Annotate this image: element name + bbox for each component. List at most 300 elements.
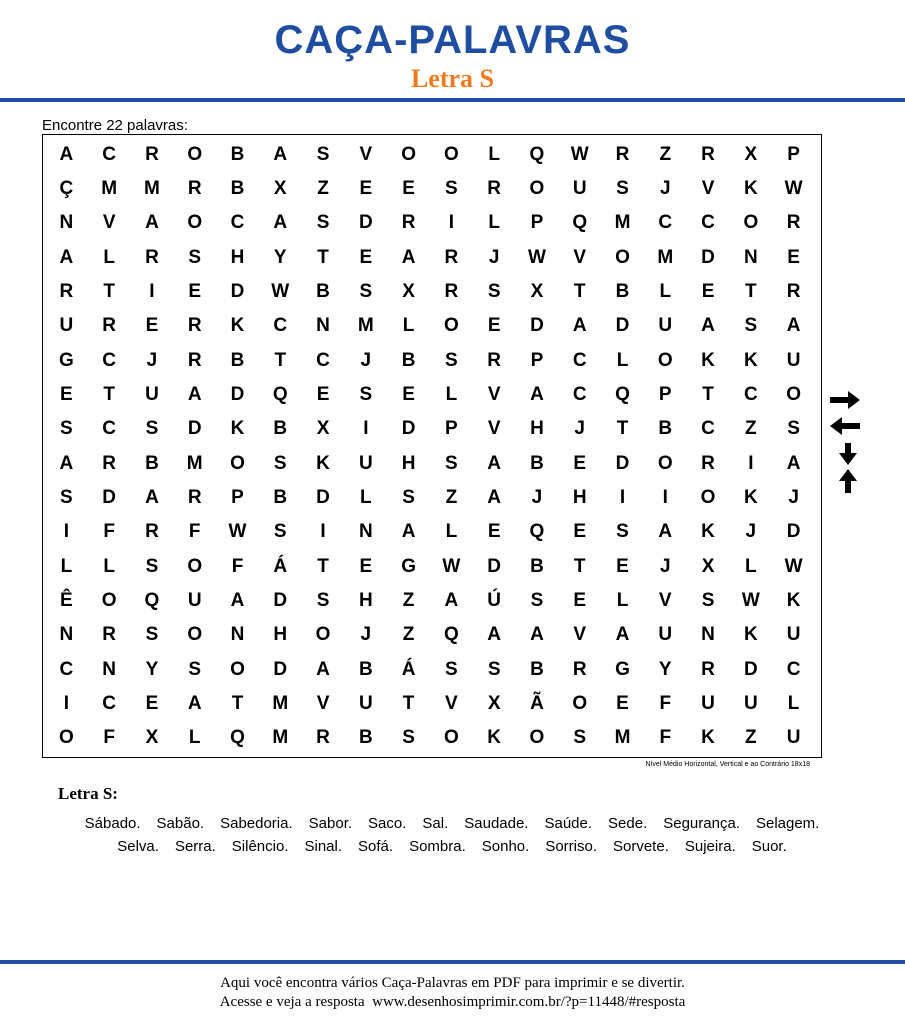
grid-cell: V	[658, 589, 672, 611]
grid-cell: J	[146, 349, 158, 371]
word-item: Saco.	[368, 815, 407, 832]
grid-cell: F	[188, 521, 201, 543]
grid-cell: R	[102, 452, 117, 474]
grid-cell: W	[784, 555, 803, 577]
grid-cell: S	[445, 349, 458, 371]
grid-cell: S	[316, 212, 330, 234]
grid-cell: O	[615, 246, 630, 268]
grid-cell: C	[572, 383, 587, 405]
grid-cell: A	[530, 383, 544, 405]
grid-cell: A	[401, 521, 416, 543]
grid-cell: E	[402, 177, 415, 199]
grid-cell: S	[616, 177, 629, 199]
grid-cell: C	[786, 658, 801, 680]
grid-cell: H	[572, 486, 587, 508]
grid-cell: X	[145, 727, 159, 749]
grid-cell: L	[488, 143, 500, 165]
grid-cell: E	[145, 315, 159, 337]
grid-cell: D	[487, 555, 502, 577]
grid-cell: A	[59, 452, 74, 474]
grid-cell: N	[358, 521, 373, 543]
grid-cell: O	[786, 383, 801, 405]
grid-cell: C	[316, 349, 330, 371]
grid-cell: N	[701, 624, 715, 646]
arrow-right-icon	[828, 390, 862, 410]
grid-cell: L	[787, 692, 800, 714]
grid-cell: L	[103, 555, 115, 577]
grid-cell: L	[659, 280, 672, 302]
grid-cell: U	[786, 727, 801, 749]
word-item: Sabor.	[308, 815, 353, 832]
grid-cell: O	[187, 555, 203, 577]
grid-cell: L	[360, 486, 372, 508]
grid-cell: C	[102, 692, 117, 714]
grid-cell: S	[445, 658, 458, 680]
grid-cell: M	[614, 727, 631, 749]
grid-cell: N	[59, 212, 74, 234]
grid-cell: A	[59, 143, 74, 165]
grid-cell: S	[60, 486, 73, 508]
grid-cell: L	[402, 315, 415, 337]
grid-cell: J	[360, 349, 372, 371]
grid-cell: W	[271, 280, 290, 302]
grid-cell: O	[657, 349, 673, 371]
grid-cell: B	[273, 486, 288, 508]
grid-cell: D	[187, 418, 202, 440]
grid-cell: Q	[272, 383, 288, 405]
word-item: Suor.	[751, 838, 787, 855]
grid-cell: E	[359, 246, 373, 268]
grid-cell: D	[230, 280, 245, 302]
grid-cell: T	[745, 280, 757, 302]
grid-cell: Ã	[530, 692, 544, 714]
grid-cell: B	[230, 349, 245, 371]
grid-cell: O	[657, 452, 673, 474]
bottom-divider	[0, 960, 905, 964]
grid-cell: M	[101, 177, 118, 199]
grid-cell: A	[401, 246, 416, 268]
grid-cell: O	[700, 486, 716, 508]
grid-cell: E	[145, 692, 159, 714]
grid-cell: T	[231, 692, 244, 714]
grid-cell: D	[743, 658, 758, 680]
grid-cell: F	[103, 727, 115, 749]
grid-cell: O	[187, 624, 203, 646]
grid-cell: Ê	[60, 589, 73, 611]
grid-cell: S	[744, 315, 758, 337]
grid-cell: T	[616, 418, 629, 440]
grid-cell: R	[59, 280, 74, 302]
grid-cell: A	[615, 624, 630, 646]
grid-cell: E	[487, 315, 501, 337]
grid-cell: N	[743, 246, 758, 268]
grid-cell: E	[787, 246, 800, 268]
grid-cell: K	[743, 177, 758, 199]
grid-cell: I	[448, 212, 455, 234]
word-item: Sujeira.	[684, 838, 736, 855]
grid-cell: A	[530, 624, 544, 646]
grid-cell: R	[145, 246, 159, 268]
grid-cell: Z	[317, 177, 329, 199]
grid-cell: Q	[443, 624, 459, 646]
grid-cell: H	[358, 589, 373, 611]
grid-cell: P	[231, 486, 244, 508]
grid-cell: D	[401, 418, 416, 440]
grid-cell: R	[701, 658, 715, 680]
grid-cell: O	[187, 143, 203, 165]
grid-cell: R	[786, 280, 801, 302]
grid-cell: O	[443, 143, 459, 165]
grid-cell: A	[701, 315, 715, 337]
grid-cell: S	[616, 521, 629, 543]
grid-cell: C	[572, 349, 587, 371]
word-item: Serra.	[174, 838, 216, 855]
grid-cell: J	[488, 246, 500, 268]
grid-cell: C	[102, 418, 117, 440]
grid-cell: D	[358, 212, 373, 234]
grid-cell: S	[445, 177, 458, 199]
grid-cell: A	[487, 486, 502, 508]
grid-cell: L	[445, 383, 458, 405]
grid-cell: F	[659, 692, 672, 714]
grid-cell: W	[442, 555, 461, 577]
grid-cell: E	[359, 177, 373, 199]
grid-cell: U	[743, 692, 758, 714]
grid-cell: A	[59, 246, 74, 268]
grid-cell: N	[59, 624, 74, 646]
grid-cell: D	[615, 315, 630, 337]
grid-cell: Z	[659, 143, 672, 165]
grid-cell: T	[702, 383, 714, 405]
grid-cell: C	[273, 315, 288, 337]
grid-cell: P	[787, 143, 800, 165]
grid-cell: L	[445, 521, 458, 543]
grid-cell: T	[573, 280, 586, 302]
grid-cell: V	[487, 418, 501, 440]
grid-cell: B	[530, 452, 544, 474]
grid-cell: J	[659, 555, 671, 577]
grid-cell: B	[358, 658, 373, 680]
grid-cell: I	[63, 692, 70, 714]
grid-cell: B	[358, 727, 373, 749]
grid-cell: E	[60, 383, 73, 405]
grid-cell: U	[358, 692, 373, 714]
grid-cell: M	[186, 452, 203, 474]
grid-cell: A	[316, 658, 330, 680]
grid-cell: N	[316, 315, 330, 337]
grid-cell: I	[363, 418, 369, 440]
grid-cell: Q	[529, 521, 545, 543]
grid-cell: T	[103, 280, 115, 302]
grid-cell: C	[59, 658, 74, 680]
grid-cell: I	[149, 280, 155, 302]
grid-cell: R	[187, 315, 202, 337]
grid-cell: C	[230, 212, 245, 234]
grid-cell: U	[572, 177, 587, 199]
grid-cell: E	[573, 452, 587, 474]
grid-cell: Z	[402, 624, 415, 646]
instruction-text: Encontre 22 palavras:	[42, 117, 188, 134]
grid-cell: I	[619, 486, 626, 508]
word-item: Sonho.	[481, 838, 530, 855]
page-title: CAÇA-PALAVRAS	[274, 18, 631, 62]
grid-cell: X	[701, 555, 715, 577]
grid-cell: F	[659, 727, 672, 749]
grid-cell: O	[572, 692, 588, 714]
word-item: Segurança.	[663, 815, 740, 832]
grid-cell: R	[401, 212, 416, 234]
grid-cell: U	[59, 315, 74, 337]
grid-cell: M	[272, 692, 289, 714]
grid-cell: S	[402, 727, 415, 749]
grid-cell: R	[701, 452, 715, 474]
grid-cell: Y	[273, 246, 287, 268]
grid-cell: J	[745, 521, 757, 543]
grid-cell: O	[187, 212, 203, 234]
grid-cell: R	[572, 658, 587, 680]
grid-cell: S	[787, 418, 800, 440]
grid-cell: D	[786, 521, 801, 543]
arrow-left-icon	[828, 416, 862, 436]
grid-cell: Á	[401, 658, 416, 680]
grid-cell: O	[230, 452, 245, 474]
grid-cell: Z	[402, 589, 415, 611]
grid-cell: U	[658, 315, 673, 337]
word-item: Silêncio.	[231, 838, 289, 855]
grid-cell: U	[187, 589, 202, 611]
grid-cell: K	[487, 727, 502, 749]
grid-cell: O	[743, 212, 759, 234]
grid-cell: Q	[572, 212, 588, 234]
grid-cell: N	[102, 658, 117, 680]
grid-cell: A	[444, 589, 459, 611]
grid-cell: R	[187, 349, 202, 371]
grid-cell: F	[103, 521, 115, 543]
grid-cell: S	[145, 555, 159, 577]
word-search-grid	[42, 134, 822, 758]
grid-cell: O	[443, 315, 459, 337]
grid-cell: Q	[230, 727, 245, 749]
grid-cell: N	[230, 624, 245, 646]
grid-cell: C	[102, 349, 117, 371]
grid-cell: I	[748, 452, 754, 474]
grid-cell: E	[573, 589, 587, 611]
grid-cell: W	[784, 177, 803, 199]
grid-cell: R	[187, 486, 202, 508]
grid-cell: R	[444, 280, 459, 302]
grid-cell: R	[102, 624, 117, 646]
grid-cell: I	[63, 521, 70, 543]
grid-cell: Y	[145, 658, 159, 680]
grid-cell: T	[402, 692, 415, 714]
grid-cell: T	[317, 555, 329, 577]
grid-cell: A	[487, 452, 502, 474]
grid-cell: Q	[144, 589, 160, 611]
grid-cell: U	[658, 624, 673, 646]
grid-cell: G	[615, 658, 630, 680]
grid-cell: L	[103, 246, 115, 268]
grid-cell: O	[58, 727, 74, 749]
grid-cell: R	[444, 246, 459, 268]
grid-cell: R	[145, 143, 159, 165]
grid-cell: R	[701, 143, 715, 165]
grid-cell: S	[487, 280, 501, 302]
grid-cell: S	[445, 452, 458, 474]
grid-cell: E	[188, 280, 202, 302]
grid-cell: L	[188, 727, 201, 749]
grid-cell: S	[573, 727, 587, 749]
grid-cell: R	[102, 315, 117, 337]
word-item: Selagem.	[755, 815, 820, 832]
grid-cell: K	[230, 418, 245, 440]
grid-cell: R	[615, 143, 630, 165]
grid-cell: U	[786, 349, 801, 371]
grid-cell: S	[487, 658, 501, 680]
word-item: Saudade.	[464, 815, 529, 832]
grid-cell: X	[530, 280, 544, 302]
grid-cell: B	[530, 658, 544, 680]
grid-cell: D	[316, 486, 330, 508]
grid-cell: V	[487, 383, 501, 405]
grid-cell: V	[573, 246, 587, 268]
grid-cell: Y	[658, 658, 672, 680]
word-item: Sabão.	[156, 815, 205, 832]
grid-cell: V	[573, 624, 587, 646]
grid-cell: O	[443, 727, 459, 749]
grid-cell: Ú	[487, 589, 502, 611]
grid-cell: R	[487, 349, 502, 371]
grid-cell: W	[527, 246, 546, 268]
word-item: Sinal.	[304, 838, 343, 855]
word-item: Sede.	[608, 815, 648, 832]
grid-cell: J	[531, 486, 543, 508]
grid-cell: Q	[615, 383, 630, 405]
word-item: Sorvete.	[613, 838, 669, 855]
grid-cell: S	[60, 418, 73, 440]
grid-cell: M	[357, 315, 374, 337]
grid-cell: A	[273, 143, 288, 165]
grid-cell: J	[574, 418, 585, 440]
grid-cell: R	[786, 212, 801, 234]
grid-cell: D	[530, 315, 544, 337]
grid-cell: T	[573, 555, 586, 577]
grid-cell: K	[786, 589, 801, 611]
grid-cell: S	[530, 589, 544, 611]
grid-cell: P	[658, 383, 672, 405]
grid-cell: E	[359, 555, 373, 577]
grid-cell: O	[401, 143, 416, 165]
grid-cell: K	[743, 349, 758, 371]
word-item: Sofá.	[358, 838, 394, 855]
grid-cell: E	[616, 555, 629, 577]
grid-cell: P	[530, 349, 544, 371]
grid-cell: U	[701, 692, 715, 714]
grid-cell: S	[188, 658, 202, 680]
grid-cell: L	[616, 589, 629, 611]
grid-cell: J	[360, 624, 372, 646]
word-item: Sombra.	[409, 838, 466, 855]
grid-cell: S	[359, 383, 373, 405]
level-note: Nível Médio Horizontal, Vertical e ao Contrário 18x18	[645, 761, 810, 768]
grid-cell: K	[701, 521, 715, 543]
grid-cell: C	[658, 212, 673, 234]
footer	[0, 974, 905, 1012]
grid-cell: O	[101, 589, 117, 611]
grid-cell: G	[401, 555, 416, 577]
grid-cell: K	[316, 452, 330, 474]
grid-cell: A	[145, 486, 159, 508]
grid-cell: A	[273, 212, 288, 234]
grid-cell: H	[230, 246, 245, 268]
grid-cell: O	[529, 727, 545, 749]
grid-cell: I	[320, 521, 326, 543]
word-list-heading: Letra S:	[58, 784, 118, 803]
grid-cell: M	[614, 212, 631, 234]
grid-cell: W	[741, 589, 760, 611]
grid-cell: J	[788, 486, 799, 508]
grid-cell: K	[230, 315, 245, 337]
grid-cell: E	[487, 521, 501, 543]
word-item: Sal.	[422, 815, 449, 832]
footer-line-1: Aqui você encontra vários Caça-Palavras em PDF para imprimir e se divertir.	[220, 975, 685, 991]
word-item: Sorriso.	[545, 838, 597, 855]
word-item: Sábado.	[84, 815, 141, 832]
grid-cell: L	[745, 555, 757, 577]
top-divider	[0, 98, 905, 102]
grid-cell: B	[530, 555, 544, 577]
grid-cell: K	[743, 624, 758, 646]
grid-cell: B	[230, 177, 245, 199]
grid-cell: B	[230, 143, 245, 165]
grid-cell: M	[272, 727, 289, 749]
word-item: Selva.	[117, 838, 159, 855]
grid-cell: S	[145, 624, 159, 646]
grid-cell: U	[358, 452, 373, 474]
grid-cell: A	[786, 452, 801, 474]
grid-cell: B	[316, 280, 330, 302]
grid-cell: E	[616, 692, 629, 714]
grid-cell: D	[230, 383, 245, 405]
grid-cell: L	[60, 555, 73, 577]
grid-cell: R	[187, 177, 202, 199]
grid-cell: P	[445, 418, 458, 440]
grid-cell: F	[231, 555, 244, 577]
grid-cell: E	[573, 521, 587, 543]
grid-cell: L	[616, 349, 629, 371]
grid-cell: M	[657, 246, 674, 268]
grid-cell: H	[401, 452, 416, 474]
grid-cell: S	[273, 452, 287, 474]
word-list	[52, 812, 852, 858]
grid-cell: E	[402, 383, 415, 405]
grid-cell: T	[103, 383, 115, 405]
grid-cell: S	[359, 280, 373, 302]
grid-cell: X	[402, 280, 415, 302]
grid-cell: E	[316, 383, 330, 405]
grid-cell: I	[662, 486, 668, 508]
grid-cell: M	[144, 177, 160, 199]
grid-cell: S	[316, 589, 330, 611]
grid-cell: S	[316, 143, 330, 165]
grid-cell: B	[145, 452, 159, 474]
grid-cell: J	[659, 177, 671, 199]
grid-cell: A	[145, 212, 159, 234]
direction-legend	[828, 390, 864, 500]
grid-cell: C	[743, 383, 758, 405]
grid-cell: H	[273, 624, 288, 646]
grid-cell: B	[273, 418, 288, 440]
grid-cell: C	[701, 212, 715, 234]
